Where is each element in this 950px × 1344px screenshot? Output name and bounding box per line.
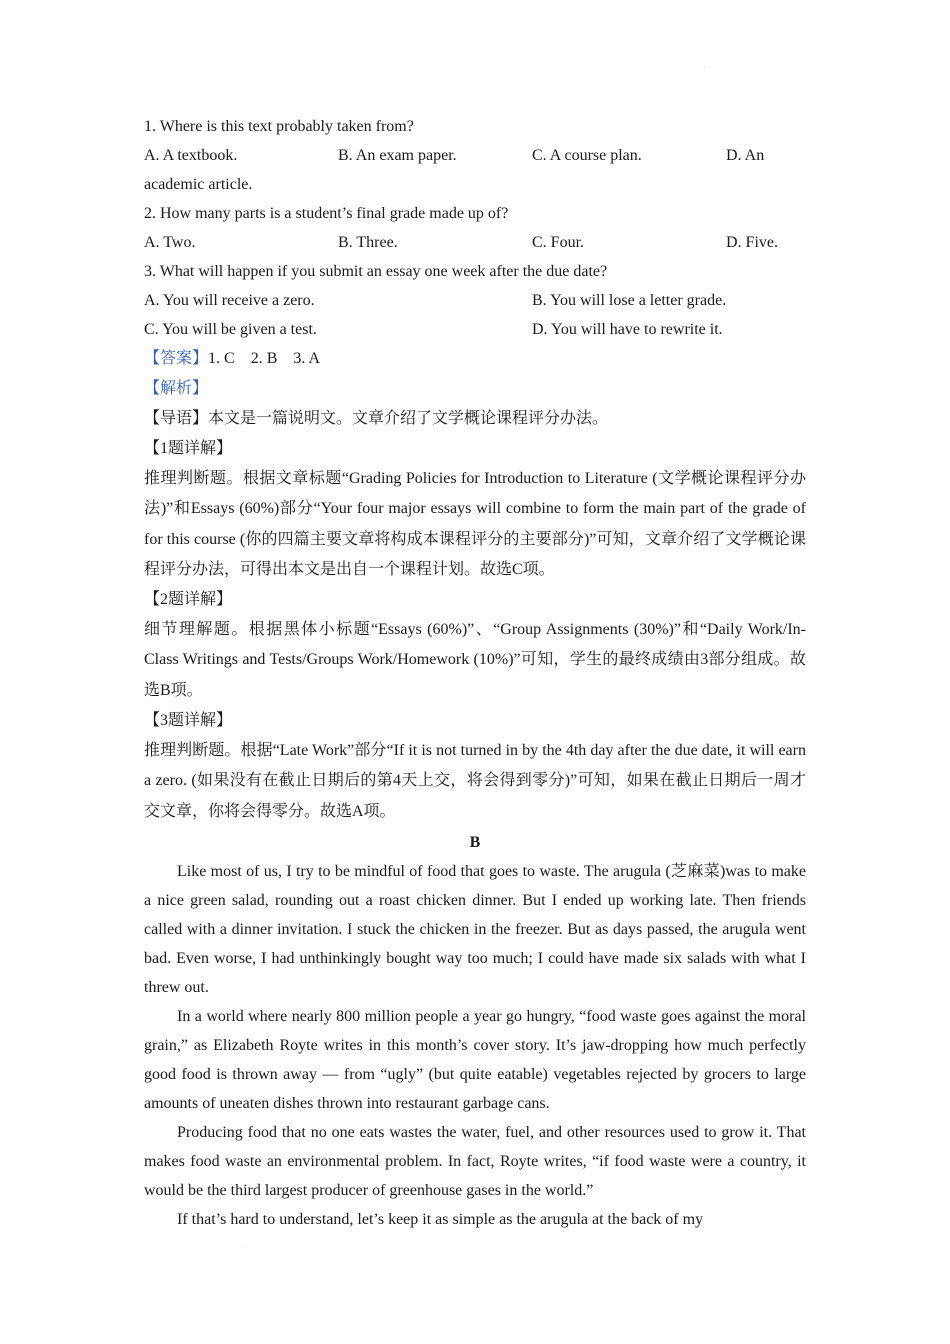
essay-paragraph-1: Like most of us, I try to be mindful of food that goes to waste. The arugula (芝麻菜)was to make a nice green salad, rounding out a roast chicken dinner. But I ended up working late. Then friends called with a dinner invitation. I stuck the chicken in the freezer. But as days passed, the arugula went bad. Even worse, I had unthinkingly bought way too much; I could have made six salads with what I threw out. — [144, 862, 806, 996]
answer-line — [144, 344, 806, 374]
question-2-option-b: B. Three. — [338, 234, 398, 251]
question-3-stem: 3. What will happen if you submit an essay one week after the due date? — [144, 263, 608, 280]
question-1-option-d: D. An — [726, 147, 765, 164]
essay-paragraph-3: Producing food that no one eats wastes the water, fuel, and other resources used to grow it. That makes food waste an environmental problem. In fact, Royte writes, “if food waste were a country, it would be the third largest producer of greenhouse gases in the world.” — [144, 1123, 806, 1199]
analysis-label: 【解析】 — [144, 380, 209, 397]
bottom-page-mark: . — [244, 1244, 246, 1250]
question-3-option-a: A. You will receive a zero. — [144, 292, 315, 309]
detail-1-heading: 【1题详解】 — [144, 440, 233, 457]
answer-text: 1. C 2. B 3. A — [208, 350, 321, 367]
question-1-option-c: C. A course plan. — [532, 147, 642, 164]
detail-3-body: 推理判断题。根据“Late Work”部分“If it is not turned in by the 4th day after the due date, it will earn a zero. (如果没有在截止日期后的第4天上交，将会得到零分)”可知，如果在截止日期后一周才交文章，你将会得零分。故选A项。 — [144, 742, 806, 820]
question-1-option-b: B. An exam paper. — [338, 147, 457, 164]
essay-paragraph-2: In a world where nearly 800 million people a year go hungry, “food waste goes against the moral grain,” as Elizabeth Royte writes in this month’s cover story. It’s jaw-dropping how much perfectly good food is thrown away — from “ugly” (but quite eatable) vegetables rejected by grocers to large amounts of uneaten dishes thrown into restaurant garbage cans. — [144, 1007, 806, 1112]
question-3-options-row-2 — [144, 315, 806, 344]
section-b-heading: B — [469, 833, 481, 851]
question-1-option-a: A. A textbook. — [144, 147, 238, 164]
essay-paragraph-4: If that’s hard to understand, let’s keep it as simple as the arugula at the back of my — [177, 1210, 704, 1228]
question-3-option-c: C. You will be given a test. — [144, 321, 317, 338]
detail-2-heading: 【2题详解】 — [144, 591, 233, 609]
question-3-option-b: B. You will lose a letter grade. — [532, 292, 727, 309]
question-1-options — [144, 141, 806, 170]
question-1-option-d-wrap: academic article. — [144, 176, 253, 193]
question-2-option-c: C. Four. — [532, 234, 585, 251]
question-3-options-row-1 — [144, 286, 806, 315]
detail-2-body: 细节理解题。根据黑体小标题“Essays (60%)”、“Group Assignments (30%)”和“Daily Work/In-Class Writings and Tests/Groups Work/Homework (10%)”可知，学生的最终成绩由3部分组成。故选B项。 — [144, 621, 806, 699]
intro-text: 【导语】本文是一篇说明文。文章介绍了文学概论课程评分办法。 — [144, 410, 609, 427]
detail-1-body: 推理判断题。根据文章标题“Grading Policies for Introduction to Literature (文学概论课程评分办法)”和Essays (60%)部分“Your four major essays will combine to form the main part of the grade of for this course (你的四篇主要文章将构成本课程评分的主要部分)”可知，文章介绍了文学概论课程评分办法，可得出本文是出自一个课程计划。故选C项。 — [144, 470, 806, 578]
top-page-mark: ' — [704, 66, 706, 72]
page-content — [144, 112, 806, 1234]
detail-3-heading: 【3题详解】 — [144, 712, 233, 730]
question-2-option-a: A. Two. — [144, 234, 196, 251]
question-2-options — [144, 228, 806, 257]
question-3-option-d: D. You will have to rewrite it. — [532, 321, 723, 338]
question-2-stem: 2. How many parts is a student’s final grade made up of? — [144, 205, 509, 222]
question-2-option-d: D. Five. — [726, 234, 778, 251]
question-1-stem: 1. Where is this text probably taken from? — [144, 118, 414, 135]
answer-label: 【答案】 — [144, 350, 209, 367]
